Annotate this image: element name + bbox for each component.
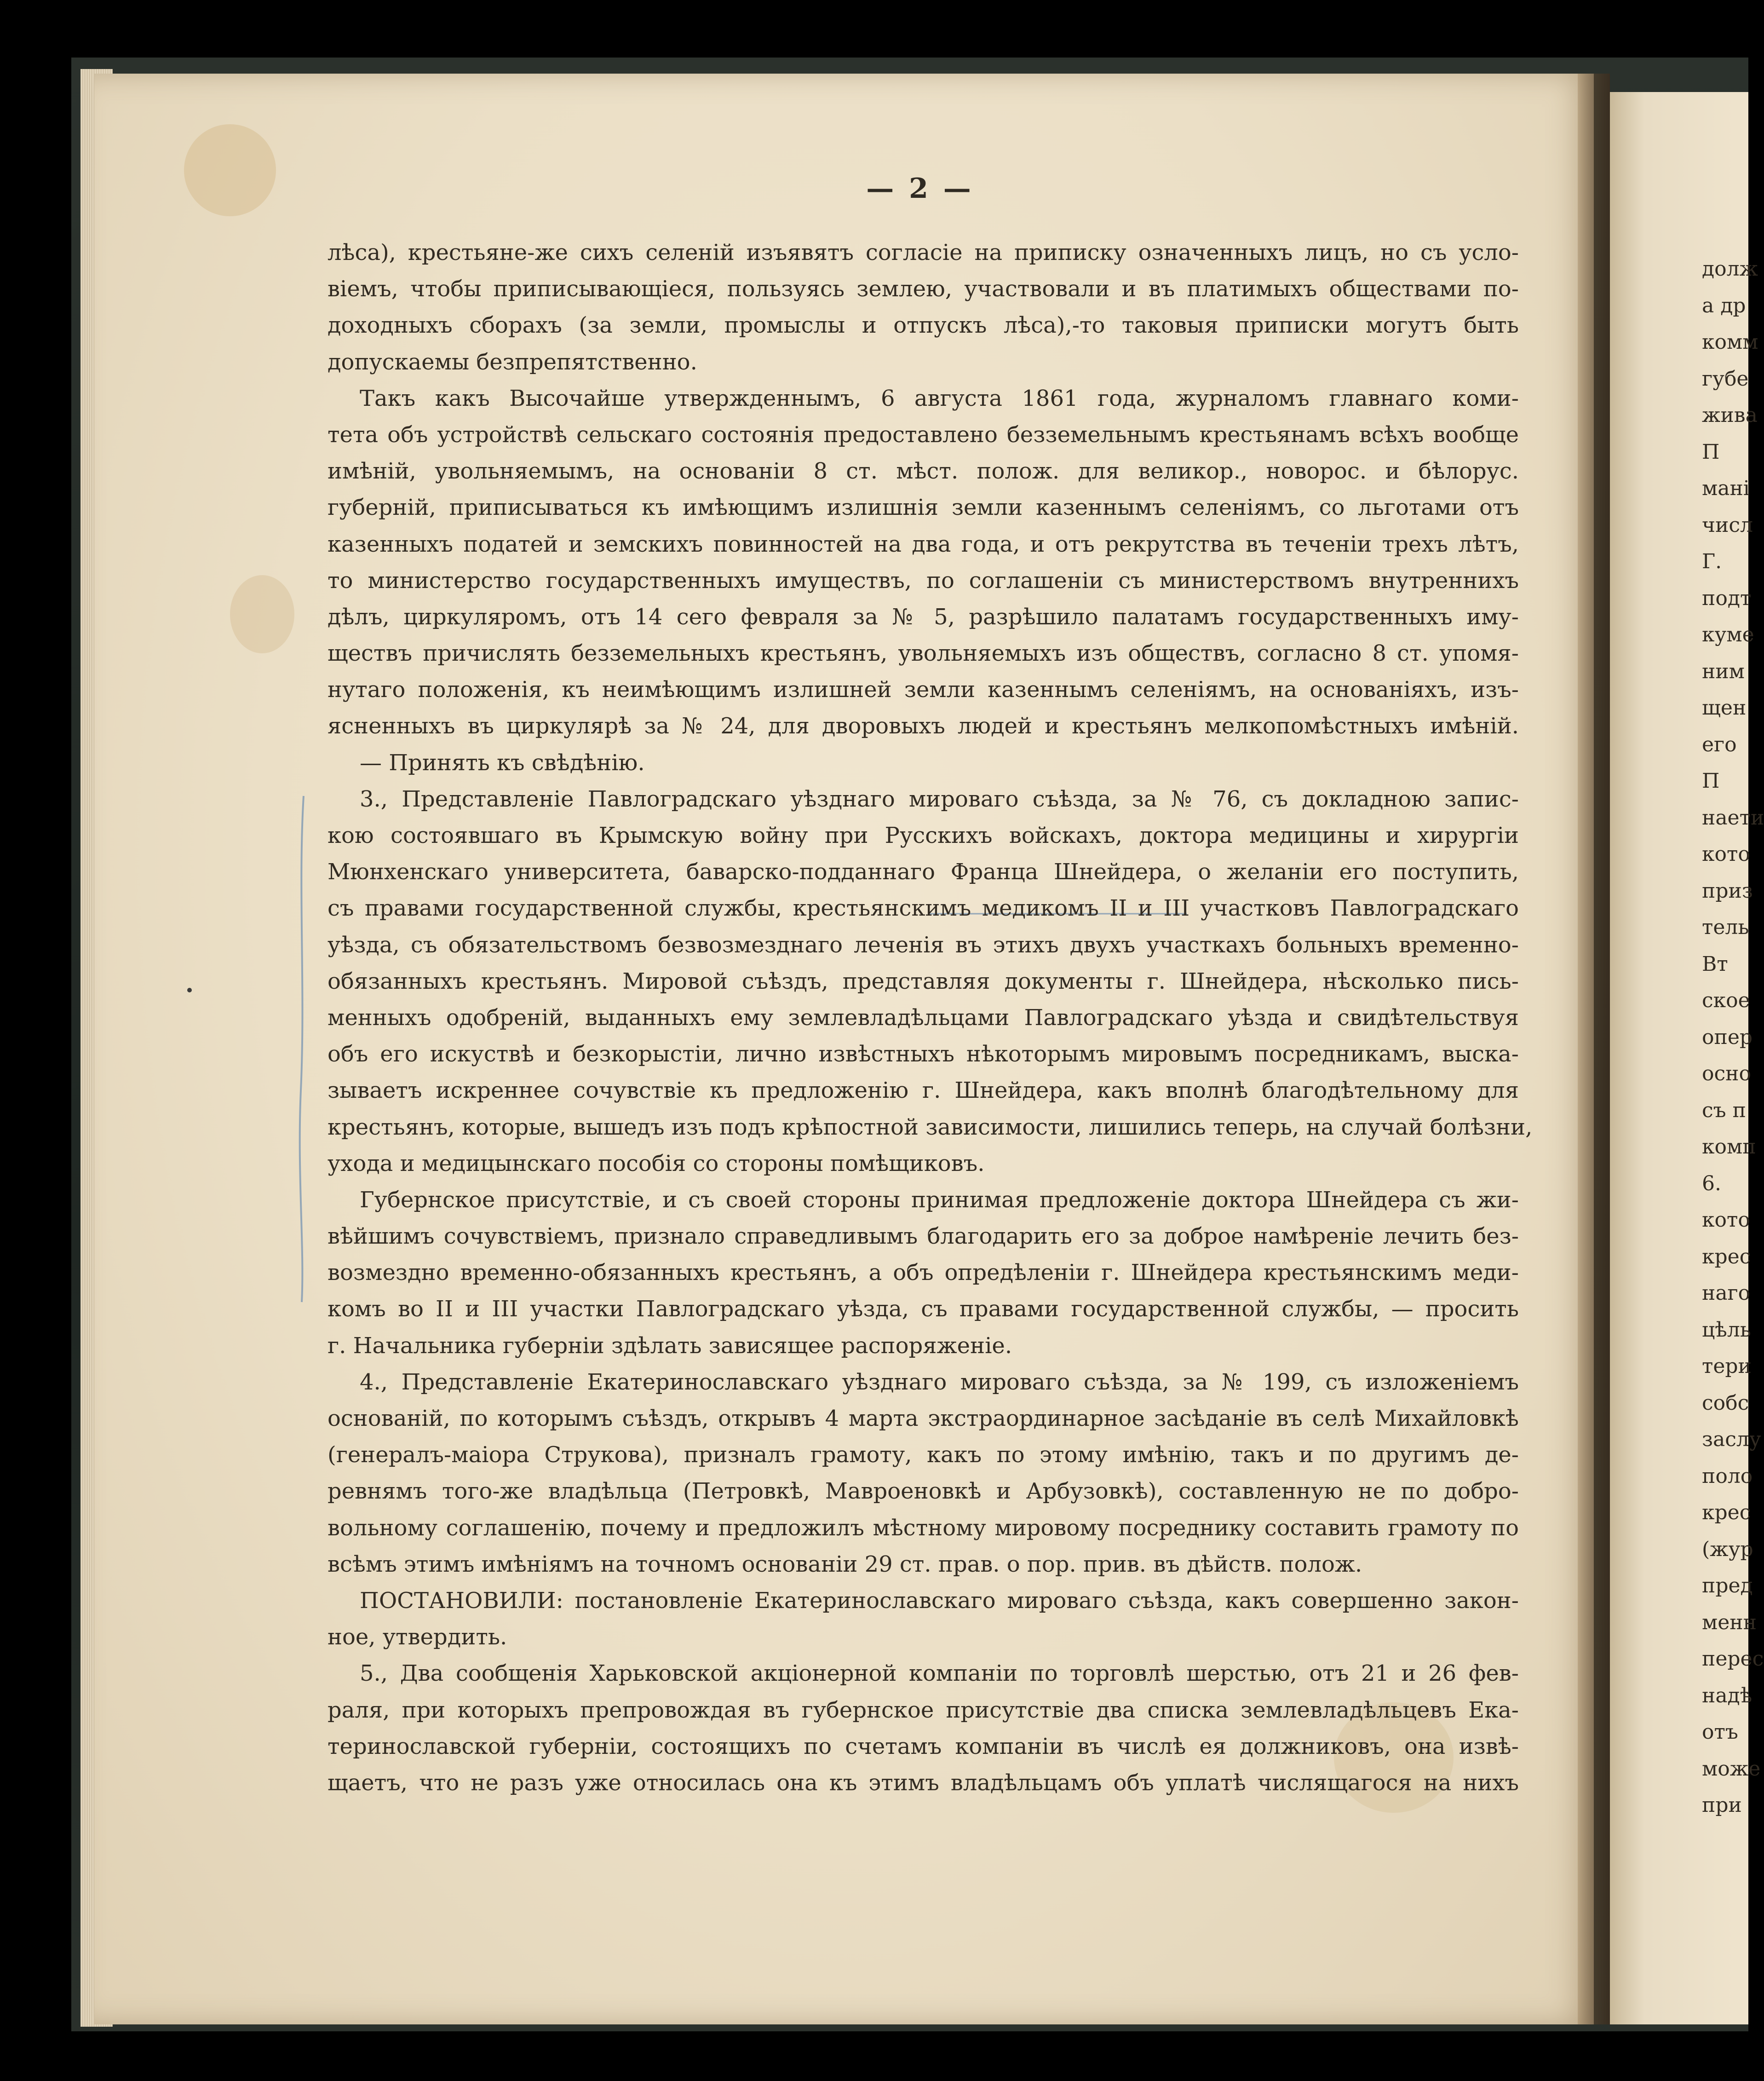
right-page-fragment: П	[1702, 440, 1720, 464]
right-page-fragment: менн	[1702, 1610, 1757, 1634]
text-line: г. Начальника губерніи здѣлать зависящее распоряженіе.	[328, 1332, 1012, 1359]
text-line: 3., Представленіе Павлоградскаго уѣзднаго мироваго съѣзда, за № 76, съ докладною запис-	[360, 786, 1519, 812]
paper-stain	[184, 124, 276, 216]
right-page-fragment: цѣль	[1702, 1318, 1751, 1342]
text-line: Такъ какъ Высочайше утвержденнымъ, 6 августа 1861 года, журналомъ главнаго коми-	[360, 385, 1519, 411]
paper-stain	[230, 575, 294, 653]
text-line: губерній, приписываться къ имѣющимъ излишнія земли казеннымъ селеніямъ, со льготами отъ	[328, 495, 1519, 521]
right-page-fragment: щен	[1702, 696, 1747, 720]
right-page-fragment: подт	[1702, 586, 1752, 610]
text-line: раля, при которыхъ препровождая въ губернское присутствіе два списка землевладѣльцевъ Ека-	[328, 1697, 1519, 1723]
text-line: основаній, по которымъ съѣздъ, открывъ 4 марта экстраординарное засѣданіе въ селѣ Михайловкѣ	[328, 1406, 1519, 1431]
text-line: обязанныхъ крестьянъ. Мировой съѣздъ, представляя документы г. Шнейдера, нѣсколько пись-	[328, 968, 1519, 994]
right-page-fragment: перес	[1702, 1647, 1764, 1671]
right-page-fragment: Г.	[1702, 550, 1722, 573]
text-line: — Принять къ свѣдѣнію.	[360, 749, 645, 776]
right-page-fragment: наго	[1702, 1281, 1751, 1305]
text-line: допускаемы безпрепятственно.	[328, 349, 697, 375]
right-page-fragment: его	[1702, 732, 1737, 756]
text-line: доходныхъ сборахъ (за земли, промыслы и отпускъ лѣса),-то таковыя приписки могутъ быть	[328, 312, 1519, 339]
text-line: нутаго положенія, къ неимѣющимъ излишней земли казеннымъ селеніямъ, на основаніяхъ, изъ-	[328, 677, 1519, 703]
right-page-fragment: жива	[1702, 404, 1758, 427]
text-line: Мюнхенскаго университета, баварско-подданнаго Франца Шнейдера, о желаніи его поступить,	[328, 859, 1519, 885]
right-page-fragment: кото	[1702, 842, 1750, 866]
right-page-fragment: мані	[1702, 477, 1750, 500]
right-page-fragment: губе	[1702, 367, 1749, 391]
page-text	[328, 235, 1533, 1801]
text-line: лѣса), крестьяне-же сихъ селеній изъявятъ согласіе на приписку означенныхъ лицъ, но съ усло-	[328, 240, 1519, 265]
right-page-fragment: числ	[1702, 513, 1753, 537]
right-page-fragment: ним	[1702, 659, 1745, 683]
text-line: зываетъ искреннее сочувствіе къ предложенію г. Шнейдера, какъ вполнѣ благодѣтельному для	[328, 1078, 1519, 1104]
text-line: ревнямъ того-же владѣльца (Петровкѣ, Мавроеновкѣ и Арбузовкѣ), составленную не по добро-	[328, 1478, 1519, 1505]
right-page-text	[1702, 251, 1764, 1824]
right-page-fragment: надѣ	[1702, 1683, 1753, 1707]
ink-dot	[186, 987, 193, 993]
text-line: ществъ причислять безземельныхъ крестьянъ, увольняемыхъ изъ обществъ, согласно 8 ст. упомя-	[328, 640, 1519, 667]
right-page-fragment: съ п	[1702, 1098, 1746, 1122]
right-page-fragment: поло	[1702, 1464, 1753, 1488]
text-line: дѣлъ, циркуляромъ, отъ 14 сего февраля за № 5, разрѣшило палатамъ государственныхъ иму-	[328, 604, 1519, 630]
text-line: кою состоявшаго въ Крымскую войну при Русскихъ войскахъ, доктора медицины и хирургіи	[328, 823, 1519, 848]
text-line: вѣйшимъ сочувствіемъ, признало справедливымъ благодарить его за доброе намѣреніе лечить без-	[328, 1223, 1519, 1250]
right-page-fragment: приз	[1702, 879, 1753, 903]
text-line: менныхъ одобреній, выданныхъ ему землевладѣльцами Павлоградскаго уѣзда и свидѣтельствуя	[328, 1004, 1519, 1031]
text-line: объ его искуствѣ и безкорыстіи, лично извѣстныхъ нѣкоторымъ мировымъ посредникамъ, выска-	[328, 1041, 1519, 1067]
text-line: комъ во II и III участки Павлоградскаго уѣзда, съ правами государственной службы, — просить	[328, 1296, 1519, 1322]
right-page-fragment: крес	[1702, 1245, 1751, 1268]
page-number: — 2 —	[866, 173, 974, 205]
right-page-fragment: куме	[1702, 623, 1754, 646]
pencil-margin-mark	[294, 796, 313, 1302]
text-line: віемъ, чтобы приписывающіеся, пользуясь землею, участвовали и въ платимыхъ обществами по-	[328, 276, 1519, 302]
text-line: ное, утвердить.	[328, 1624, 507, 1650]
text-line: возмездно временно-обязанныхъ крестьянъ, а объ опредѣленіи г. Шнейдера крестьянскимъ меди-	[328, 1260, 1519, 1286]
right-page-fragment: комп	[1702, 1135, 1756, 1159]
text-line: теринославской губерніи, состоящихъ по счетамъ компаніи въ числѣ ея должниковъ, она извѣ-	[328, 1733, 1519, 1759]
text-line: имѣній, увольняемымъ, на основаніи 8 ст. мѣст. полож. для великор., новорос. и бѣлорус.	[328, 458, 1519, 484]
right-page-fragment: може	[1702, 1757, 1761, 1781]
right-page-fragment: тель	[1702, 916, 1749, 939]
text-line: ПОСТАНОВИЛИ: постановленіе Екатеринославскаго мироваго съѣзда, какъ совершенно закон-	[360, 1587, 1519, 1614]
text-line: то министерство государственныхъ имуществъ, по соглашеніи съ министерствомъ внутреннихъ	[328, 567, 1519, 594]
text-line: ухода и медицынскаго пособія со стороны помѣщиковъ.	[328, 1150, 985, 1176]
text-line: крестьянъ, которые, вышедъ изъ подъ крѣпостной зависимости, лишились теперь, на случай болѣзни,	[328, 1114, 1533, 1140]
right-page-fragment: отъ	[1702, 1720, 1738, 1744]
book-gutter	[1578, 74, 1610, 2024]
right-page-fragment: опер	[1702, 1025, 1753, 1049]
text-line: вольному соглашенію, почему и предложилъ мѣстному мировому посреднику составить грамоту по	[328, 1515, 1519, 1541]
right-page-fragment: осно	[1702, 1062, 1751, 1085]
right-page-fragment: ское	[1702, 989, 1750, 1012]
text-line: щаетъ, что не разъ уже относилась она къ этимъ владѣльцамъ объ уплатѣ числящагося на нихъ	[328, 1770, 1519, 1796]
text-line: 5., Два сообщенія Харьковской акціонерной компаніи по торговлѣ шерстью, отъ 21 и 26 фев-	[360, 1660, 1519, 1687]
right-page-fragment: пред	[1702, 1574, 1753, 1597]
right-page-fragment: Вт	[1702, 952, 1728, 976]
right-page-fragment: собс	[1702, 1391, 1749, 1415]
text-line: съ правами государственной службы, крестьянскимъ медикомъ II и III участковъ Павлоградскаго	[328, 895, 1519, 922]
right-page-fragment: крес	[1702, 1501, 1751, 1524]
right-page-fragment: долж	[1702, 257, 1758, 281]
right-page-fragment: а др	[1702, 294, 1746, 317]
text-line: всѣмъ этимъ имѣніямъ на точномъ основаніи 29 ст. прав. о пор. прив. въ дѣйств. полож.	[328, 1551, 1362, 1577]
text-line: (генералъ-маіора Струкова), призналъ грамоту, какъ по этому имѣнію, такъ и по другимъ де-	[328, 1442, 1519, 1468]
right-page-fragment: кото	[1702, 1208, 1750, 1232]
text-line: уѣзда, съ обязательствомъ безвозмезднаго леченія въ этихъ двухъ участкахъ больныхъ временно-	[328, 932, 1519, 958]
text-line: 4., Представленіе Екатеринославскаго уѣзднаго мироваго съѣзда, за № 199, съ изложеніемъ	[360, 1369, 1519, 1395]
right-page-fragment: (жур	[1702, 1537, 1753, 1561]
text-line: тета объ устройствѣ сельскаго состоянія предоставлено безземельнымъ крестьянамъ всѣхъ вообще	[328, 421, 1519, 448]
text-line: Губернское присутствіе, и съ своей стороны принимая предложеніе доктора Шнейдера съ жи-	[360, 1187, 1519, 1213]
right-page-fragment: заслу	[1702, 1428, 1761, 1451]
right-page-fragment: наети	[1702, 806, 1764, 830]
text-line: ясненныхъ въ циркулярѣ за № 24, для дворовыхъ людей и крестьянъ мелкопомѣстныхъ имѣній.	[328, 713, 1519, 739]
right-page-fragment: 6.	[1702, 1171, 1721, 1195]
right-page-fragment: при	[1702, 1793, 1742, 1817]
right-page-fragment: тери	[1702, 1355, 1752, 1378]
right-page-fragment: П	[1702, 769, 1720, 793]
right-page-fragment: комм	[1702, 330, 1758, 354]
text-line: казенныхъ податей и земскихъ повинностей на два года, и отъ рекрутства въ теченіи трехъ лѣтъ,	[328, 531, 1519, 557]
